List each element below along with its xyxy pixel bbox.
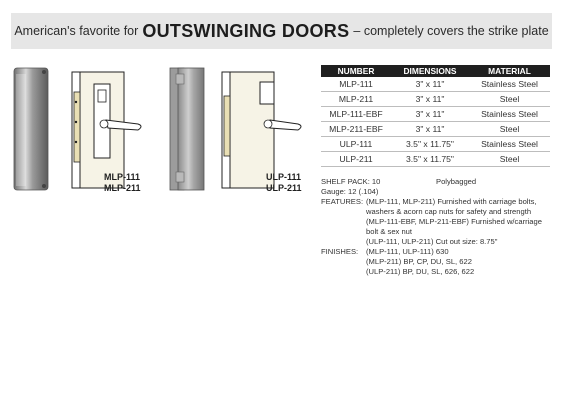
cell-material: Stainless Steel xyxy=(469,77,550,92)
header-banner xyxy=(11,13,552,49)
features-line-1: (MLP-111, MLP-211) Furnished with carriage bolts, xyxy=(366,197,537,206)
product-notes xyxy=(321,177,553,277)
table-row xyxy=(321,122,550,137)
cell-dimensions: 3.5" x 11.75" xyxy=(391,137,469,152)
banner-suffix: – completely covers the strike plate xyxy=(353,24,549,38)
features-line-3: (MLP-111-EBF, MLP-211-EBF) Furnished w/carriage xyxy=(366,217,542,226)
cell-number: MLP-211 xyxy=(321,92,391,107)
ulp-label xyxy=(266,172,302,194)
finishes-line-1: (MLP-111, ULP-111) 630 xyxy=(366,247,449,256)
gauge: Gauge: 12 (.104) xyxy=(321,187,379,196)
cell-number: MLP-211-EBF xyxy=(321,122,391,137)
cell-number: ULP-211 xyxy=(321,152,391,167)
cell-material: Steel xyxy=(469,152,550,167)
header-material: MATERIAL xyxy=(469,65,550,77)
cell-material: Stainless Steel xyxy=(469,137,550,152)
mlp-label xyxy=(104,172,141,194)
features-line-5: (ULP-111, ULP-211) Cut out size: 8.75" xyxy=(366,237,498,246)
cell-dimensions: 3" x 11" xyxy=(391,77,469,92)
cell-material: Steel xyxy=(469,92,550,107)
mlp-label-1: MLP-111 xyxy=(104,172,141,182)
mlp-label-2: MLP-211 xyxy=(104,183,141,193)
finishes-line-3: (ULP-211) BP, DU, SL, 626, 622 xyxy=(366,267,475,276)
cell-material: Stainless Steel xyxy=(469,107,550,122)
shelf-pack: SHELF PACK: 10 xyxy=(321,177,381,186)
finishes-row xyxy=(321,247,553,257)
cell-dimensions: 3.5" x 11.75" xyxy=(391,152,469,167)
spec-table xyxy=(321,65,550,167)
features-line-4: bolt & sex nut xyxy=(366,227,413,236)
polybagged: Polybagged xyxy=(436,177,477,186)
cell-number: ULP-111 xyxy=(321,137,391,152)
table-row xyxy=(321,77,550,92)
cell-material: Steel xyxy=(469,122,550,137)
cell-number: MLP-111-EBF xyxy=(321,107,391,122)
header-number: NUMBER xyxy=(321,65,391,77)
finishes-label: FINISHES: xyxy=(321,247,359,256)
ulp-label-2: ULP-211 xyxy=(266,183,302,193)
table-row xyxy=(321,137,550,152)
finishes-line-2: (MLP-211) BP, CP, DU, SL, 622 xyxy=(366,257,472,266)
table-row xyxy=(321,152,550,167)
shelf-pack-row xyxy=(321,177,553,187)
features-label: FEATURES: xyxy=(321,197,364,206)
banner-highlight: OUTSWINGING DOORS xyxy=(142,20,350,41)
banner-prefix: American's favorite for xyxy=(14,24,139,38)
spec-header-row xyxy=(321,65,550,77)
cell-number: MLP-111 xyxy=(321,77,391,92)
cell-dimensions: 3" x 11" xyxy=(391,92,469,107)
features-row xyxy=(321,197,553,207)
table-row xyxy=(321,107,550,122)
cell-dimensions: 3" x 11" xyxy=(391,122,469,137)
cell-dimensions: 3" x 11" xyxy=(391,107,469,122)
header-dimensions: DIMENSIONS xyxy=(391,65,469,77)
table-row xyxy=(321,92,550,107)
ulp-label-1: ULP-111 xyxy=(266,172,302,182)
features-line-2: washers & acorn cap nuts for safety and strength xyxy=(366,207,532,216)
